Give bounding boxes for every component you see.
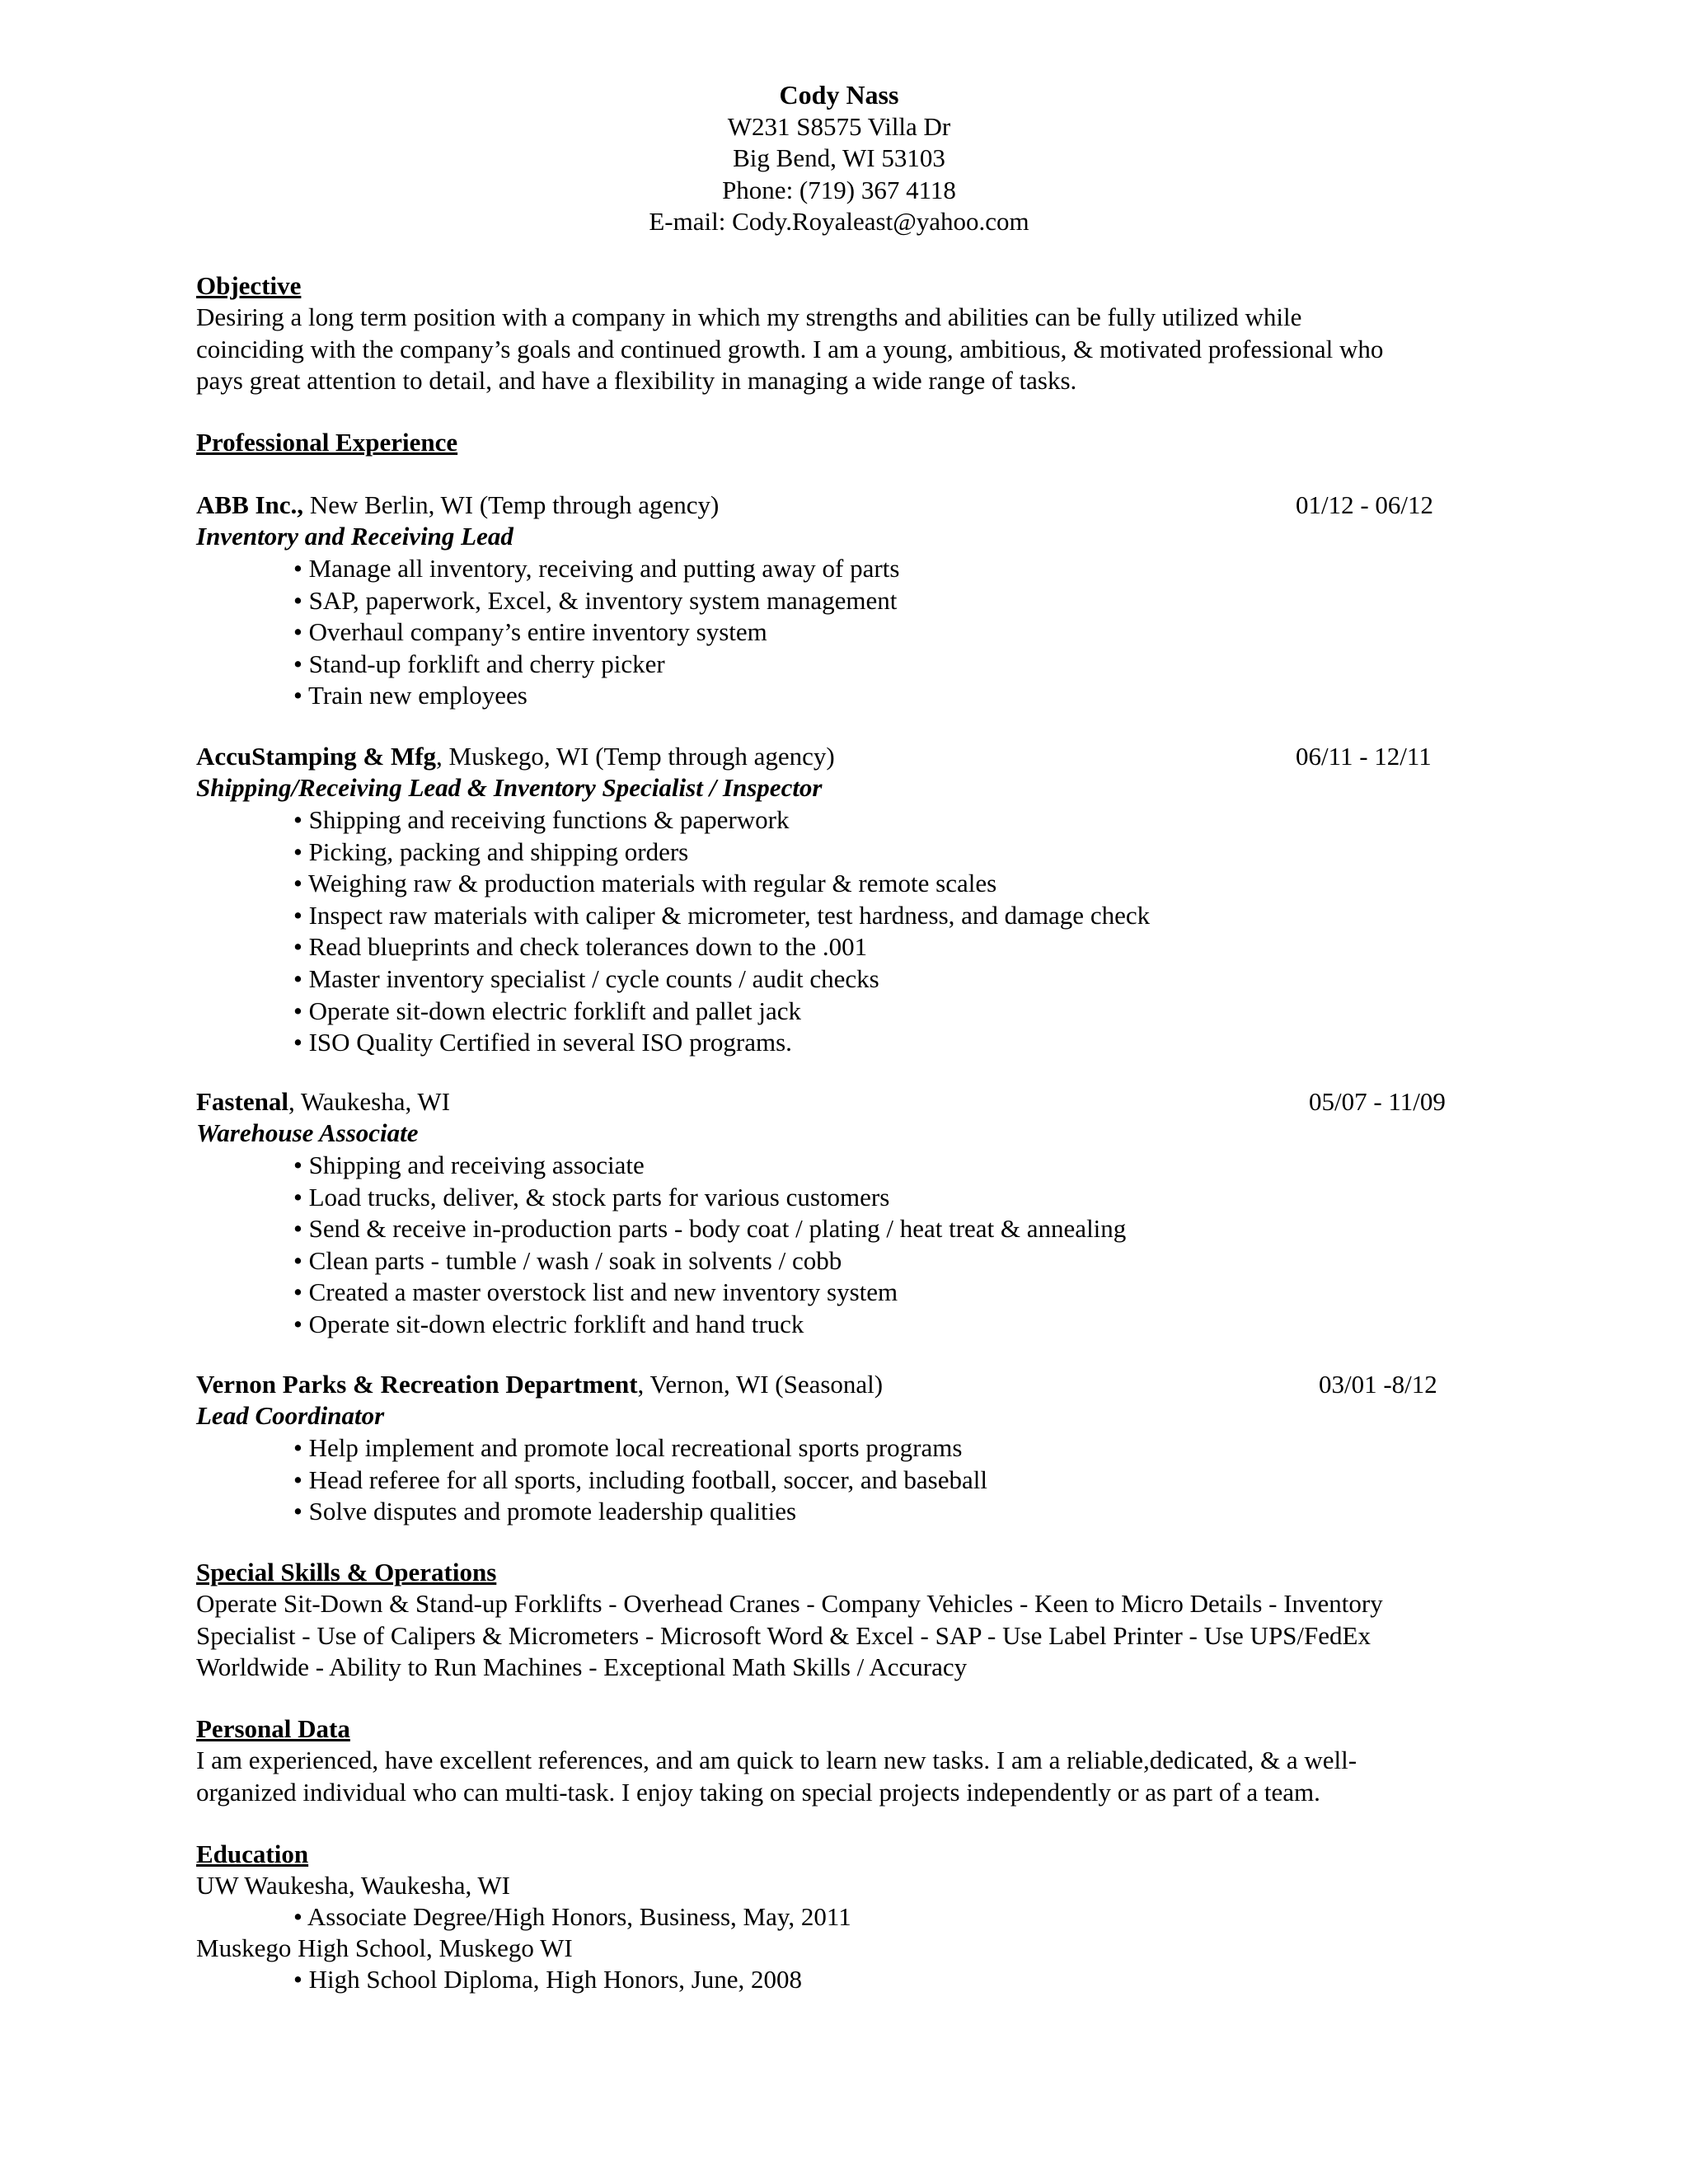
job-header <box>196 1086 1482 1118</box>
duty-item: • Operate sit-down electric forklift and hand truck <box>293 1309 1126 1341</box>
job-dates: 03/01 -8/12 <box>1319 1370 1437 1399</box>
objective-line: pays great attention to detail, and have a flexibility in managing a wide range of tasks. <box>196 366 1077 396</box>
job-title: Shipping/Receiving Lead & Inventory Specialist / Inspector <box>196 773 823 802</box>
school-name: UW Waukesha, Waukesha, WI <box>196 1871 510 1900</box>
duty-item: • Shipping and receiving functions & paperwork <box>293 804 1150 837</box>
duty-item: • SAP, paperwork, Excel, & inventory system management <box>293 585 899 617</box>
job-title: Inventory and Receiving Lead <box>196 522 513 551</box>
job-duties <box>293 553 899 712</box>
skills-line: Worldwide - Ability to Run Machines - Exceptional Math Skills / Accuracy <box>196 1652 968 1682</box>
duty-item: • Stand-up forklift and cherry picker <box>293 649 899 681</box>
job-location: , Muskego, WI (Temp through agency) <box>436 742 835 771</box>
contact-header <box>196 79 1482 238</box>
duty-item: • Train new employees <box>293 680 899 712</box>
company-name: AccuStamping & Mfg <box>196 742 437 771</box>
education-heading: Education <box>196 1840 309 1868</box>
duty-item: • Weighing raw & production materials with regular & remote scales <box>293 868 1150 900</box>
skills-line: Operate Sit-Down & Stand-up Forklifts - Overhead Cranes - Company Vehicles - Keen to Micro Details - Inventory <box>196 1589 1383 1618</box>
job-dates: 06/11 - 12/11 <box>1296 742 1432 771</box>
degree-item: • High School Diploma, High Honors, June, 2008 <box>293 1964 802 1996</box>
candidate-name: Cody Nass <box>779 80 899 110</box>
duty-item: • Solve disputes and promote leadership qualities <box>293 1496 987 1528</box>
job-duties <box>293 1150 1126 1341</box>
phone-number: Phone: (719) 367 4118 <box>722 175 956 204</box>
objective-line: Desiring a long term position with a company in which my strengths and abilities can be fully utilized while <box>196 302 1302 331</box>
job-duties <box>293 804 1150 1059</box>
objective-line: coinciding with the company’s goals and continued growth. I am a young, ambitious, & motivated professional who <box>196 334 1384 363</box>
objective-heading: Objective <box>196 271 302 300</box>
duty-item: • Clean parts - tumble / wash / soak in solvents / cobb <box>293 1245 1126 1277</box>
skills-line: Specialist - Use of Calipers & Micrometers - Microsoft Word & Excel - SAP - Use Label Printer - Use UPS/FedEx <box>196 1620 1371 1650</box>
duty-item: • Picking, packing and shipping orders <box>293 837 1150 869</box>
company-name: ABB Inc., <box>196 490 304 519</box>
duty-item: • Help implement and promote local recreational sports programs <box>293 1432 987 1465</box>
duty-item: • Head referee for all sports, including football, soccer, and baseball <box>293 1465 987 1497</box>
skills-heading: Special Skills & Operations <box>196 1558 497 1586</box>
duty-item: • Created a master overstock list and new inventory system <box>293 1277 1126 1309</box>
experience-heading: Professional Experience <box>196 428 458 457</box>
duty-item: • Load trucks, deliver, & stock parts for various customers <box>293 1182 1126 1214</box>
job-duties <box>293 1432 987 1528</box>
job-header <box>196 1369 1482 1401</box>
job-location: New Berlin, WI (Temp through agency) <box>303 490 720 519</box>
personal-text <box>196 1745 1482 1808</box>
address-line-1: W231 S8575 Villa Dr <box>727 111 951 141</box>
job-location: , Vernon, WI (Seasonal) <box>637 1370 884 1399</box>
duty-item: • Send & receive in-production parts - body coat / plating / heat treat & annealing <box>293 1213 1126 1245</box>
job-title: Lead Coordinator <box>196 1401 385 1430</box>
degree-item: • Associate Degree/High Honors, Business, May, 2011 <box>293 1901 851 1933</box>
personal-line: organized individual who can multi-task. I enjoy taking on special projects independently or as part of a team. <box>196 1777 1320 1807</box>
duty-item: • Operate sit-down electric forklift and pallet jack <box>293 996 1150 1028</box>
school-name: Muskego High School, Muskego WI <box>196 1933 573 1962</box>
address-line-2: Big Bend, WI 53103 <box>733 143 945 173</box>
duty-item: • ISO Quality Certified in several ISO programs. <box>293 1027 1150 1059</box>
school-details <box>293 1901 851 1933</box>
job-header <box>196 741 1482 773</box>
email-address: E-mail: Cody.Royaleast@yahoo.com <box>649 207 1029 237</box>
skills-text <box>196 1588 1482 1684</box>
job-dates: 05/07 - 11/09 <box>1309 1087 1446 1116</box>
job-header <box>196 490 1482 522</box>
duty-item: • Read blueprints and check tolerances down to the .001 <box>293 931 1150 963</box>
job-dates: 01/12 - 06/12 <box>1296 490 1434 519</box>
job-title: Warehouse Associate <box>196 1118 419 1147</box>
duty-item: • Inspect raw materials with caliper & micrometer, test hardness, and damage check <box>293 900 1150 932</box>
duty-item: • Manage all inventory, receiving and putting away of parts <box>293 553 899 585</box>
duty-item: • Shipping and receiving associate <box>293 1150 1126 1182</box>
company-name: Fastenal <box>196 1087 288 1116</box>
duty-item: • Overhaul company’s entire inventory system <box>293 616 899 649</box>
duty-item: • Master inventory specialist / cycle counts / audit checks <box>293 963 1150 996</box>
objective-text <box>196 302 1482 397</box>
company-name: Vernon Parks & Recreation Department <box>196 1370 638 1399</box>
personal-heading: Personal Data <box>196 1714 350 1743</box>
personal-line: I am experienced, have excellent references, and am quick to learn new tasks. I am a reliable,dedicated, & a well- <box>196 1746 1357 1774</box>
school-details <box>293 1964 802 1996</box>
job-location: , Waukesha, WI <box>288 1087 451 1116</box>
